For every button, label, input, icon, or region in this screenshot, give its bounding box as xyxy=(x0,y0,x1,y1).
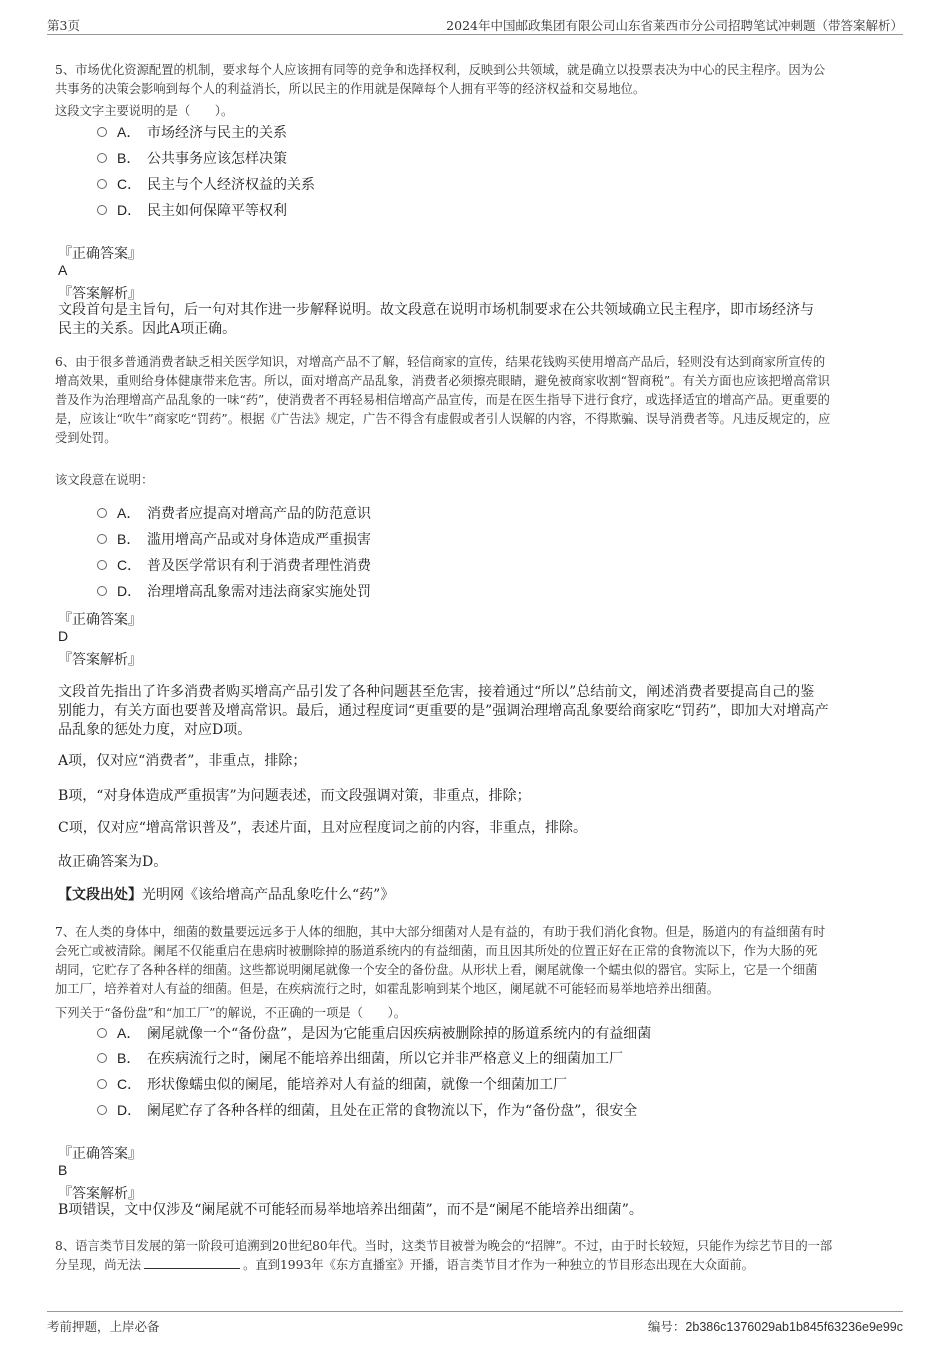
q5-analysis-line: 民主的关系。因此A项正确。 xyxy=(58,321,237,337)
q7-stem-line: 会死亡或被清除。阑尾不仅能重启在患病时被删除掉的肠道系统内的有益细菌，而且因其所处的位置正好在正常的食物流以下，作为大肠的死 xyxy=(55,944,818,958)
q8-stem-line-2: 分呈现，尚无法 。直到1993年《东方直播室》开播，语言类节目才作为一种独立的节目形态出现在大众面前。 xyxy=(55,1258,754,1272)
radio-icon[interactable] xyxy=(97,127,107,137)
q8-stem xyxy=(55,1237,897,1275)
q6-analysis-c: C项，仅对应“增高常识普及”，表述片面，且对应程度词之前的内容，非重点，排除。 xyxy=(58,820,588,836)
q7-answer: B xyxy=(58,1162,68,1178)
q5-stem xyxy=(55,61,897,99)
q6-answer-label: 『正确答案』 xyxy=(58,612,142,628)
q6-conclusion: 故正确答案为D。 xyxy=(58,854,168,870)
q6-analysis-a: A项，仅对应“消费者”，非重点，排除； xyxy=(58,753,307,769)
q6-analysis-label: 『答案解析』 xyxy=(58,652,142,668)
radio-icon[interactable] xyxy=(97,205,107,215)
page-number: 第3页 xyxy=(47,18,80,33)
radio-icon[interactable] xyxy=(97,560,107,570)
q5-ask: 这段文字主要说明的是（ ）。 xyxy=(55,104,234,118)
document-title: 2024年中国邮政集团有限公司山东省莱西市分公司招聘笔试冲刺题（带答案解析） xyxy=(446,18,903,33)
q5-analysis-label: 『答案解析』 xyxy=(58,286,142,302)
q7-option-b[interactable]: B． 在疾病流行之时，阑尾不能培养出细菌，所以它并非严格意义上的细菌加工厂 xyxy=(97,1047,623,1069)
q6-stem-line: 增高效果，重则给身体健康带来危害。所以，面对增高产品乱象，消费者必须擦亮眼睛，避免被商家收割“智商税”。有关方面也应该把增高常识 xyxy=(55,374,830,388)
q6-ask: 该文段意在说明： xyxy=(55,473,154,487)
q6-stem-line: 6、由于很多普通消费者缺乏相关医学知识，对增高产品不了解，轻信商家的宣传，结果花钱购买使用增高产品后，轻则没有达到商家所宣传的 xyxy=(55,355,826,369)
q6-analysis-line: 文段首先指出了许多消费者购买增高产品引发了各种问题甚至危害，接着通过“所以”总结前文，阐述消费者要提高自己的鉴 xyxy=(58,684,815,700)
radio-icon[interactable] xyxy=(97,153,107,163)
q6-stem-line: 普及作为治理增高产品乱象的一味“药”，使消费者不再轻易相信增高产品宣传，而是在医生指导下进行食疗，或选择适宜的增高产品。更重要的 xyxy=(55,393,830,407)
radio-icon[interactable] xyxy=(97,1105,107,1115)
q7-stem-line: 7、在人类的身体中，细菌的数量要远远多于人体的细胞，其中大部分细菌对人是有益的，有助于我们消化食物。但是，肠道内的有益细菌有时 xyxy=(55,925,826,939)
q5-answer-label: 『正确答案』 xyxy=(58,246,142,262)
q7-option-c[interactable]: C． 形状像蠕虫似的阑尾，能培养对人有益的细菌，就像一个细菌加工厂 xyxy=(97,1073,567,1095)
q6-source xyxy=(58,886,893,905)
radio-icon[interactable] xyxy=(97,1079,107,1089)
q5-answer: A xyxy=(58,262,68,278)
radio-icon[interactable] xyxy=(97,508,107,518)
footer-code-value: 2b386c1376029ab1b845f63236e9e99c xyxy=(685,1320,903,1334)
q6-source-label: 【文段出处】 xyxy=(58,887,142,903)
q6-stem-line: 受到处罚。 xyxy=(55,431,117,445)
footer-slogan: 考前押题，上岸必备 xyxy=(47,1319,160,1334)
q5-stem-line: 共事务的决策会影响到每个人的利益消长，所以民主的作用就是保障每个人拥有平等的经济权益和交易地位。 xyxy=(55,82,646,96)
radio-icon[interactable] xyxy=(97,586,107,596)
radio-icon[interactable] xyxy=(97,179,107,189)
q6-stem-line: 是，应该让“吹牛”商家吃“罚药”。根据《广告法》规定，广告不得含有虚假或者引人误解的内容，不得欺骗、误导消费者等。凡违反规定的，应 xyxy=(55,412,831,426)
footer-code xyxy=(648,1317,903,1335)
fill-in-blank[interactable] xyxy=(144,1256,240,1269)
q5-option-b[interactable]: B． 公共事务应该怎样决策 xyxy=(97,147,287,169)
q5-option-c[interactable]: C． 民主与个人经济权益的关系 xyxy=(97,173,315,195)
radio-icon[interactable] xyxy=(97,1053,107,1063)
q7-stem xyxy=(55,923,897,999)
q5-analysis xyxy=(58,301,893,339)
q6-stem xyxy=(55,353,897,448)
q6-analysis-paragraph xyxy=(58,683,893,740)
footer-code-label: 编号： xyxy=(647,1319,686,1334)
q5-option-a[interactable]: A． 市场经济与民主的关系 xyxy=(97,121,287,143)
q8-stem-line: 8、语言类节目发展的第一阶段可追溯到20世纪80年代。当时，这类节目被誉为晚会的“招牌”。不过，由于时长较短，只能作为综艺节目的一部 xyxy=(55,1239,833,1253)
q6-option-a[interactable]: A． 消费者应提高对增高产品的防范意识 xyxy=(97,502,371,524)
q5-analysis-line: 文段首句是主旨句，后一句对其作进一步解释说明。故文段意在说明市场机制要求在公共领域确立民主程序，即市场经济与 xyxy=(58,302,814,318)
q7-analysis-label: 『答案解析』 xyxy=(58,1186,142,1202)
q6-analysis-b: B项，“对身体造成严重损害”为问题表述，而文段强调对策，非重点，排除； xyxy=(58,788,531,804)
q6-analysis-line: 别能力，有关方面也要普及增高常识。最后，通过程度词“更重要的是”强调治理增高乱象要给商家吃“罚药”，即加大对增高产 xyxy=(58,703,829,719)
q5-stem-line: 5、市场优化资源配置的机制，要求每个人应该拥有同等的竞争和选择权利，反映到公共领域，就是确立以投票表决为中心的民主程序。因为公 xyxy=(55,63,826,77)
q7-analysis: B项错误，文中仅涉及“阑尾就不可能轻而易举地培养出细菌”，而不是“阑尾不能培养出细菌”。 xyxy=(58,1202,643,1218)
q6-option-d[interactable]: D． 治理增高乱象需对违法商家实施处罚 xyxy=(97,580,371,602)
q6-source-text: 光明网《该给增高产品乱象吃什么“药”》 xyxy=(142,887,395,903)
q6-analysis-line: 品乱象的惩处力度，对应D项。 xyxy=(58,722,252,738)
q5-option-d[interactable]: D． 民主如何保障平等权利 xyxy=(97,199,287,221)
radio-icon[interactable] xyxy=(97,1028,107,1038)
q7-option-a[interactable]: A． 阑尾就像一个“备份盘”，是因为它能重启因疾病被删除掉的肠道系统内的有益细菌 xyxy=(97,1022,651,1044)
q7-stem-line: 加工厂，培养着对人有益的细菌。但是，在疾病流行之时，如霍乱影响到某个地区，阑尾就不可能轻而易举地培养出细菌。 xyxy=(55,982,720,996)
q7-option-d[interactable]: D． 阑尾贮存了各种各样的细菌，且处在正常的食物流以下，作为“备份盘”，很安全 xyxy=(97,1099,637,1121)
page-header xyxy=(47,14,903,35)
q7-ask: 下列关于“备份盘”和“加工厂”的解说，不正确的一项是（ ）。 xyxy=(55,1006,407,1020)
q6-option-c[interactable]: C． 普及医学常识有利于消费者理性消费 xyxy=(97,554,371,576)
q6-answer: D xyxy=(58,628,69,644)
radio-icon[interactable] xyxy=(97,534,107,544)
q7-stem-line: 胡同，它贮存了各种各样的细菌。这些都说明阑尾就像一个安全的备份盘。从形状上看，阑尾就像一个蠕虫似的器官。实际上，它是一个细菌 xyxy=(55,963,818,977)
q6-option-b[interactable]: B． 滥用增高产品或对身体造成严重损害 xyxy=(97,528,371,550)
page-footer xyxy=(47,1311,903,1336)
q7-answer-label: 『正确答案』 xyxy=(58,1146,142,1162)
